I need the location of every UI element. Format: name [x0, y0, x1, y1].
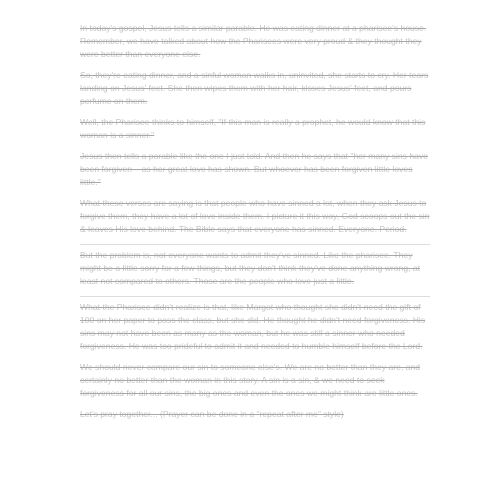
paragraph-6: But the problem is, not everyone wants to admit they've sinned. Like the pharisee. They might be a little sorry for a few things, but they don't think they've done anything wrong, at least not compared to others. Those are the people who love just a little.	[80, 250, 421, 286]
paragraph-8: We should never compare our sin to someone else's. We are no better than they are, and certainly no better than the woman in this story. A sin is a sin, & we need to seek forgiveness for all our sins, the big ones and even the ones we might think are little ones.	[80, 362, 421, 398]
paragraph-2: So, they're eating dinner, and a sinful woman walks in, uninvited, she starts to cry. Her tears landing on Jesus' feet. She then wipes them with her hair, kisses Jesus' feet, and pours perfume on them.	[80, 70, 429, 106]
paragraph-9: Let's pray together... (Prayer can be done in a "repeat after me" style)	[80, 409, 344, 419]
document-body	[80, 22, 430, 429]
paragraph-1: In today's gospel, Jesus tells a similar parable. He was eating dinner at a pharisee's house. Remember, we have talked about how the Pharisees were very proud & they thought they were better than everyone else.	[80, 23, 427, 59]
paragraph-4: Jesus then tells a parable like the one I just told. And then he says that "her many sins have been forgiven – as her great love has shown. But whoever has been forgiven little loves little."	[80, 151, 428, 187]
divider-line	[80, 244, 430, 245]
divider-line	[80, 296, 430, 297]
paragraph-3: Well, the Pharisee thinks to himself, "If this man is really a prophet, he would know that this woman is a sinner."	[80, 117, 426, 140]
paragraph-7: What the Pharisee didn't realize is that, like Margot who thought she didn't need the gift of 100 on her paper to pass the class, but she did. He thought he didn't need forgiveness. His sins may not have been as many as the woman, but he was still a sinner who needed forgiveness. He was too prideful to admit it and needed to humble himself before the Lord.	[80, 302, 426, 351]
paragraph-5: What these verses are saying is that people who have sinned a lot, when they ask Jesus to forgive them, they have a lot of love inside them. I picture it this way, God scoops out the sin & leaves His love behind. The Bible says that everyone has sinned. Everyone. Period.	[80, 198, 430, 234]
